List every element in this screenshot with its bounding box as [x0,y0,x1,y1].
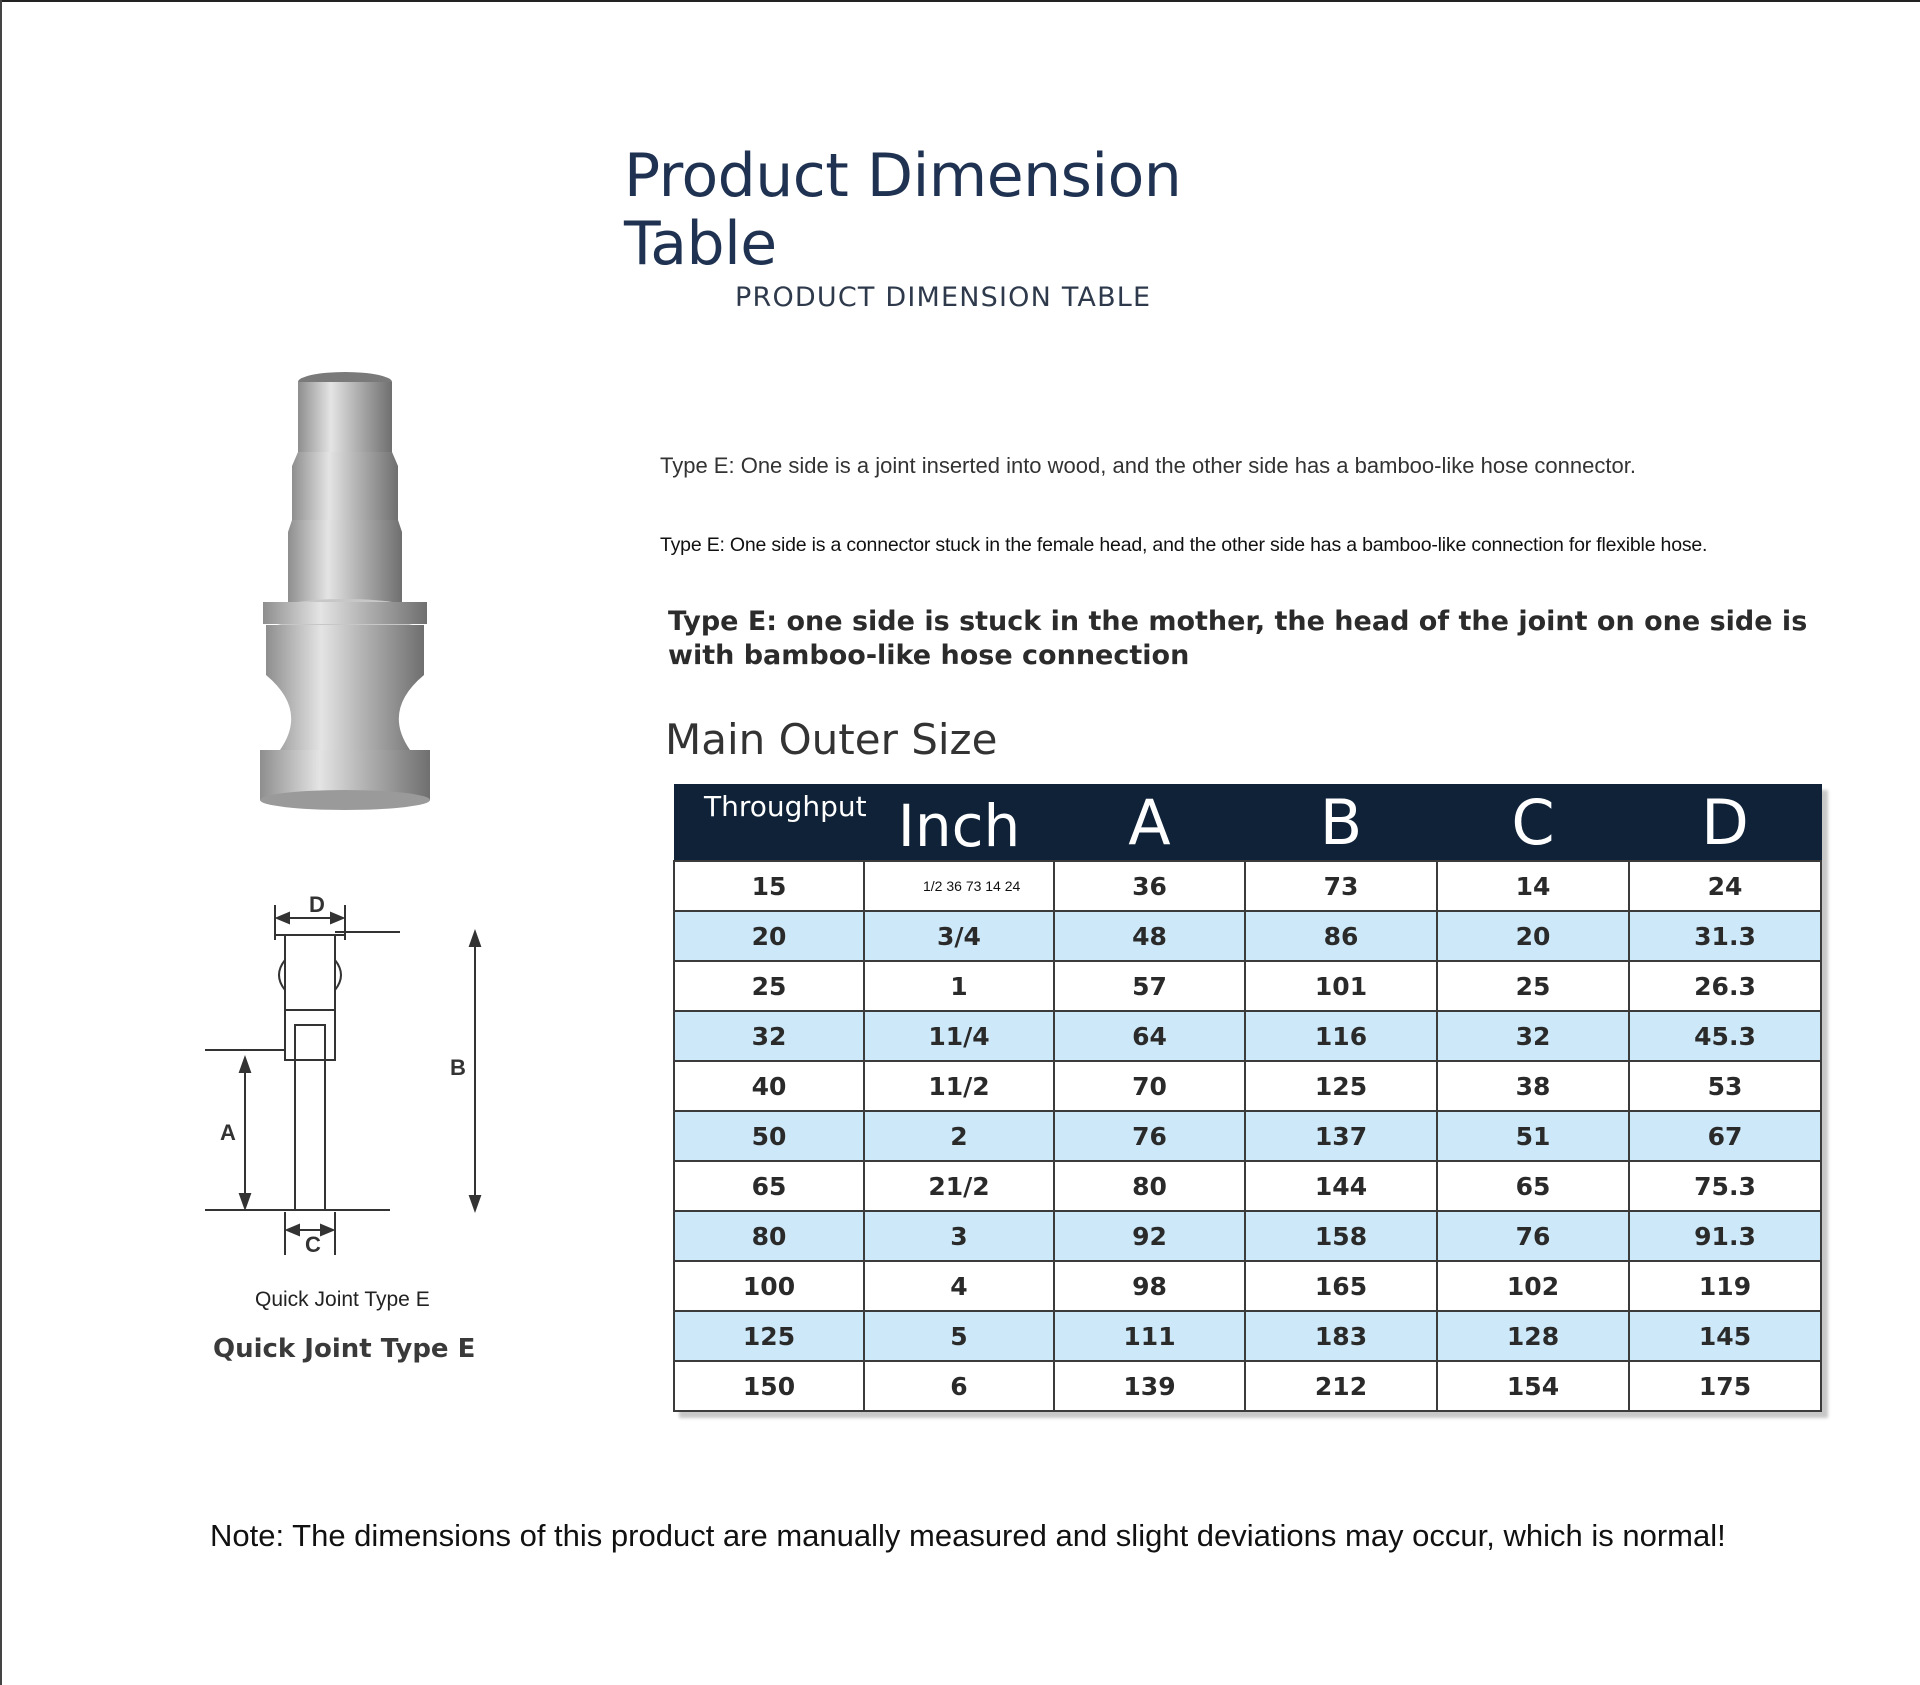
footnote: Note: The dimensions of this product are manually measured and slight deviations may occur, which is normal! [210,1518,1726,1553]
table-row [674,861,1821,911]
cell-inch: 21/2 [864,1161,1054,1211]
table-row [674,1211,1821,1261]
cell-c: 154 [1437,1361,1629,1411]
cell-a: 64 [1054,1011,1245,1061]
title-line-2: Table [624,209,777,279]
cell-c: 25 [1437,961,1629,1011]
cell-throughput: 25 [674,961,864,1011]
cell-a: 111 [1054,1311,1245,1361]
cell-a: 139 [1054,1361,1245,1411]
cell-d: 53 [1629,1061,1821,1111]
cell-a: 48 [1054,911,1245,961]
page-subtitle: PRODUCT DIMENSION TABLE [735,282,1152,313]
cell-inch: 3 [864,1211,1054,1261]
cell-throughput: 100 [674,1261,864,1311]
cell-d: 145 [1629,1311,1821,1361]
cell-throughput: 125 [674,1311,864,1361]
frame-top-border [0,0,1920,2]
cell-c: 128 [1437,1311,1629,1361]
cell-throughput: 15 [674,861,864,911]
cell-throughput: 50 [674,1111,864,1161]
cell-c: 20 [1437,911,1629,961]
cell-c: 102 [1437,1261,1629,1311]
cell-inch: 1 [864,961,1054,1011]
table-row [674,1111,1821,1161]
cell-a: 36 [1054,861,1245,911]
diagram-label-c: C [305,1232,321,1257]
cell-d: 119 [1629,1261,1821,1311]
cell-inch: 11/2 [864,1061,1054,1111]
table-row [674,961,1821,1011]
section-label: Main Outer Size [665,715,998,764]
header-inch: Inch [864,784,1054,861]
cell-b: 125 [1245,1061,1437,1111]
cell-c: 38 [1437,1061,1629,1111]
cell-inch: 4 [864,1261,1054,1311]
cell-c: 51 [1437,1111,1629,1161]
diagram-caption-bold: Quick Joint Type E [213,1334,476,1364]
cell-b: 73 [1245,861,1437,911]
cell-b: 158 [1245,1211,1437,1261]
technical-diagram [205,890,505,1270]
cell-b: 212 [1245,1361,1437,1411]
cell-a: 80 [1054,1161,1245,1211]
cell-a: 98 [1054,1261,1245,1311]
cell-a: 76 [1054,1111,1245,1161]
page-title [624,142,1181,278]
table-row [674,1261,1821,1311]
dimension-table [673,784,1822,1412]
cell-d: 75.3 [1629,1161,1821,1211]
cell-throughput: 40 [674,1061,864,1111]
cell-inch: 2 [864,1111,1054,1161]
table-row [674,911,1821,961]
header-b: B [1245,784,1437,861]
cell-d: 24 [1629,861,1821,911]
cell-b: 101 [1245,961,1437,1011]
cell-c: 32 [1437,1011,1629,1061]
diagram-label-a: A [220,1120,236,1145]
frame-left-border [0,0,2,1685]
table-row [674,1161,1821,1211]
cell-d: 45.3 [1629,1011,1821,1061]
cell-throughput: 80 [674,1211,864,1261]
cell-inch: 6 [864,1361,1054,1411]
description-line-2: Type E: One side is a connector stuck in the female head, and the other side has a bamboo-like connection for flexible hose. [660,534,1708,556]
header-c: C [1437,784,1629,861]
title-line-1: Product Dimension [624,141,1182,211]
table-row [674,1311,1821,1361]
cell-c: 76 [1437,1211,1629,1261]
cell-b: 183 [1245,1311,1437,1361]
cell-throughput: 32 [674,1011,864,1061]
description-line-1: Type E: One side is a joint inserted into wood, and the other side has a bamboo-like hose connector. [660,453,1636,478]
cell-b: 116 [1245,1011,1437,1061]
header-a: A [1054,784,1245,861]
cell-b: 144 [1245,1161,1437,1211]
diagram-caption: Quick Joint Type E [255,1288,430,1311]
header-throughput: Throughput [674,784,864,861]
cell-b: 137 [1245,1111,1437,1161]
cell-c: 14 [1437,861,1629,911]
table-row [674,1361,1821,1411]
cell-a: 57 [1054,961,1245,1011]
description-line-3: Type E: one side is stuck in the mother, the head of the joint on one side is with bamboo-like hose connection [668,606,1808,671]
cell-inch: 3/4 [864,911,1054,961]
cell-b: 86 [1245,911,1437,961]
cell-d: 26.3 [1629,961,1821,1011]
cell-inch: 11/4 [864,1011,1054,1061]
table-row [674,1011,1821,1061]
cell-throughput: 65 [674,1161,864,1211]
cell-a: 92 [1054,1211,1245,1261]
product-photo [250,370,440,840]
cell-d: 91.3 [1629,1211,1821,1261]
table-row [674,1061,1821,1111]
cell-d: 175 [1629,1361,1821,1411]
diagram-label-b: B [450,1055,466,1080]
cell-a: 70 [1054,1061,1245,1111]
cell-c: 65 [1437,1161,1629,1211]
cell-d: 31.3 [1629,911,1821,961]
cell-b: 165 [1245,1261,1437,1311]
diagram-label-d: D [309,892,325,917]
cell-throughput: 150 [674,1361,864,1411]
header-d: D [1629,784,1821,861]
table-header-row [674,784,1821,861]
cell-throughput: 20 [674,911,864,961]
cell-inch: 1/2 36 73 14 24 [864,861,1054,911]
cell-inch: 5 [864,1311,1054,1361]
cell-d: 67 [1629,1111,1821,1161]
